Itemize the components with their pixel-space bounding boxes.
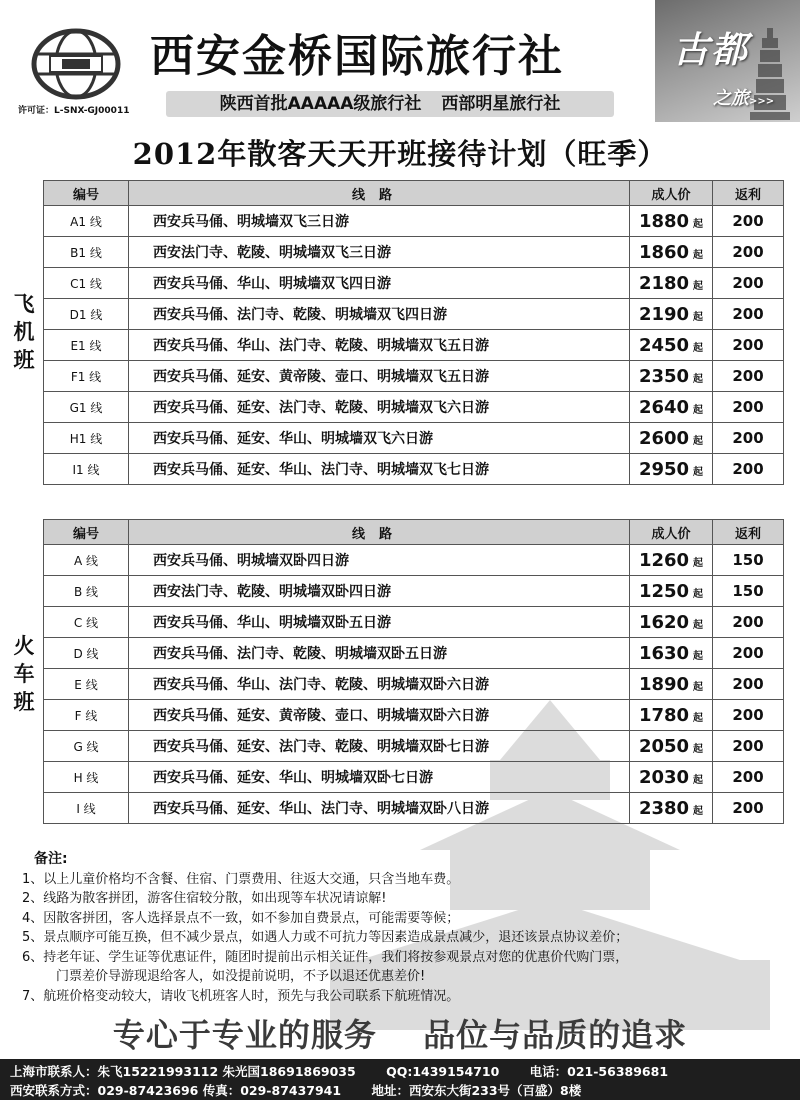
price-suffix: 起 [693, 712, 704, 724]
price-value: 2450 [638, 334, 690, 356]
price-suffix: 起 [693, 588, 704, 600]
price-suffix: 起 [693, 681, 704, 693]
footer-row-2 [10, 1081, 581, 1099]
globe-logo-icon [30, 28, 122, 100]
note-item: 1、以上儿童价格均不含餐、住宿、门票费用、往返大交通，只含当地车费。 [22, 871, 460, 887]
table-row [44, 638, 784, 669]
route-name: 西安兵马俑、延安、华山、明城墙双卧七日游 [129, 762, 630, 793]
route-name: 西安兵马俑、延安、华山、法门寺、明城墙双飞七日游 [129, 454, 630, 485]
address: 地址：西安东大街233号（百盛）8楼 [371, 1083, 582, 1098]
route-code: C 线 [44, 607, 129, 638]
col-rebate-header: 返利 [713, 181, 784, 206]
shanghai-contact: 上海市联系人：朱飞15221993112 朱光国18691869035 [10, 1064, 356, 1079]
notes-title: 备注: [34, 851, 68, 867]
route-rebate: 200 [713, 700, 784, 731]
flight-section-label [12, 290, 36, 374]
table-row [44, 454, 784, 485]
route-price [630, 793, 713, 824]
route-price [630, 762, 713, 793]
route-code: D1 线 [44, 299, 129, 330]
route-price [630, 669, 713, 700]
route-name: 西安兵马俑、明城墙双卧四日游 [129, 545, 630, 576]
price-suffix: 起 [693, 249, 704, 261]
route-name: 西安法门寺、乾陵、明城墙双卧四日游 [129, 576, 630, 607]
col-route-header: 线路 [129, 520, 630, 545]
table-row [44, 361, 784, 392]
route-name: 西安兵马俑、明城墙双飞三日游 [129, 206, 630, 237]
route-name: 西安兵马俑、延安、华山、明城墙双飞六日游 [129, 423, 630, 454]
price-suffix: 起 [693, 435, 704, 447]
price-value: 2380 [638, 797, 690, 819]
route-code: I 线 [44, 793, 129, 824]
note-item: 4、因散客拼团，客人选择景点不一致，如不参加自费景点，可能需要等候； [22, 910, 460, 926]
flight-label-char: 班 [13, 348, 35, 372]
train-table-body [44, 545, 784, 824]
price-suffix: 起 [693, 280, 704, 292]
price-suffix: 起 [693, 218, 704, 230]
price-value: 1880 [638, 210, 690, 232]
price-suffix: 起 [693, 619, 704, 631]
table-row [44, 299, 784, 330]
route-rebate: 200 [713, 793, 784, 824]
price-value: 2050 [638, 735, 690, 757]
table-row [44, 392, 784, 423]
notes-section [22, 850, 782, 1006]
train-routes-table [43, 519, 784, 824]
price-value: 1860 [638, 241, 690, 263]
table-row [44, 268, 784, 299]
price-value: 2180 [638, 272, 690, 294]
route-name: 西安兵马俑、延安、法门寺、乾陵、明城墙双卧七日游 [129, 731, 630, 762]
price-value: 1780 [638, 704, 690, 726]
train-label-char: 火 [13, 634, 35, 658]
price-value: 1630 [638, 642, 690, 664]
route-rebate: 150 [713, 576, 784, 607]
table-row [44, 669, 784, 700]
route-rebate: 200 [713, 392, 784, 423]
route-code: C1 线 [44, 268, 129, 299]
route-price [630, 237, 713, 268]
badge-subtitle-text: 之旅 [713, 88, 749, 109]
route-rebate: 200 [713, 330, 784, 361]
plan-title: 2012年散客天天开班接待计划（旺季） [132, 137, 668, 171]
price-value: 1620 [638, 611, 690, 633]
table-header-row [44, 181, 784, 206]
company-subtitle: 陕西首批AAAAA级旅行社 西部明星旅行社 [166, 91, 614, 117]
badge-arrows: >>> [749, 96, 775, 107]
table-row [44, 545, 784, 576]
table-row [44, 576, 784, 607]
route-price [630, 330, 713, 361]
table-row [44, 762, 784, 793]
col-code-header: 编号 [44, 181, 129, 206]
price-suffix: 起 [693, 743, 704, 755]
route-rebate: 200 [713, 669, 784, 700]
route-rebate: 200 [713, 361, 784, 392]
table-row [44, 607, 784, 638]
qq-number: QQ:1439154710 [386, 1064, 500, 1079]
route-code: E1 线 [44, 330, 129, 361]
col-code-header: 编号 [44, 520, 129, 545]
route-price [630, 607, 713, 638]
train-label-char: 班 [13, 690, 35, 714]
ancient-capital-badge [655, 0, 800, 122]
route-rebate: 200 [713, 731, 784, 762]
table-row [44, 731, 784, 762]
route-code: B1 线 [44, 237, 129, 268]
xian-contact: 西安联系方式：029-87423696 传真：029-87437941 [10, 1083, 342, 1098]
route-price [630, 576, 713, 607]
route-name: 西安兵马俑、华山、明城墙双卧五日游 [129, 607, 630, 638]
route-name: 西安兵马俑、华山、明城墙双飞四日游 [129, 268, 630, 299]
price-value: 1260 [638, 549, 690, 571]
price-value: 2190 [638, 303, 690, 325]
route-rebate: 150 [713, 545, 784, 576]
route-price [630, 299, 713, 330]
route-price [630, 638, 713, 669]
route-code: F1 线 [44, 361, 129, 392]
table-header-row [44, 520, 784, 545]
route-code: E 线 [44, 669, 129, 700]
route-price [630, 700, 713, 731]
route-code: A 线 [44, 545, 129, 576]
route-name: 西安兵马俑、华山、法门寺、乾陵、明城墙双卧六日游 [129, 669, 630, 700]
col-price-header: 成人价 [630, 520, 713, 545]
route-rebate: 200 [713, 638, 784, 669]
route-price [630, 392, 713, 423]
price-suffix: 起 [693, 373, 704, 385]
price-suffix: 起 [693, 404, 704, 416]
route-rebate: 200 [713, 237, 784, 268]
price-suffix: 起 [693, 774, 704, 786]
flight-label-char: 机 [13, 320, 35, 344]
table-row [44, 700, 784, 731]
table-row [44, 793, 784, 824]
note-item: 7、航班价格变动较大，请收飞机班客人时，预先与我公司联系下航班情况。 [22, 988, 460, 1004]
price-value: 1250 [638, 580, 690, 602]
route-code: H 线 [44, 762, 129, 793]
slogan: 专心于专业的服务 品位与品质的追求 [112, 1016, 688, 1054]
note-item: 5、景点顺序可能互换，但不减少景点，如遇人力或不可抗力等因素造成景点减少，退还该景点协议差价； [22, 930, 629, 945]
route-name: 西安兵马俑、延安、黄帝陵、壶口、明城墙双卧六日游 [129, 700, 630, 731]
route-code: H1 线 [44, 423, 129, 454]
table-row [44, 237, 784, 268]
route-name: 西安兵马俑、法门寺、乾陵、明城墙双卧五日游 [129, 638, 630, 669]
route-name: 西安兵马俑、法门寺、乾陵、明城墙双飞四日游 [129, 299, 630, 330]
route-name: 西安兵马俑、延安、法门寺、乾陵、明城墙双飞六日游 [129, 392, 630, 423]
route-name: 西安兵马俑、延安、黄帝陵、壶口、明城墙双飞五日游 [129, 361, 630, 392]
footer-row-1 [10, 1062, 668, 1080]
train-section-label [12, 632, 36, 716]
price-value: 2640 [638, 396, 690, 418]
route-rebate: 200 [713, 423, 784, 454]
table-row [44, 206, 784, 237]
col-price-header: 成人价 [630, 181, 713, 206]
route-rebate: 200 [713, 268, 784, 299]
route-code: B 线 [44, 576, 129, 607]
route-code: I1 线 [44, 454, 129, 485]
route-price [630, 423, 713, 454]
route-price [630, 361, 713, 392]
price-suffix: 起 [693, 805, 704, 817]
route-code: D 线 [44, 638, 129, 669]
route-rebate: 200 [713, 607, 784, 638]
train-label-char: 车 [13, 662, 35, 686]
price-suffix: 起 [693, 466, 704, 478]
route-name: 西安兵马俑、华山、法门寺、乾陵、明城墙双飞五日游 [129, 330, 630, 361]
route-rebate: 200 [713, 762, 784, 793]
route-price [630, 454, 713, 485]
route-name: 西安法门寺、乾陵、明城墙双飞三日游 [129, 237, 630, 268]
price-suffix: 起 [693, 311, 704, 323]
route-rebate: 200 [713, 299, 784, 330]
price-suffix: 起 [693, 557, 704, 569]
note-item: 6、持老年证、学生证等优惠证件，随团时提前出示相关证件，我们将按参观景点对您的优惠价代购门票， [22, 949, 629, 965]
badge-subtitle [713, 84, 774, 110]
flight-table-body [44, 206, 784, 485]
license-number: 许可证：L-SNX-GJ00011 [18, 106, 130, 116]
price-value: 2950 [638, 458, 690, 480]
price-suffix: 起 [693, 342, 704, 354]
table-row [44, 423, 784, 454]
company-name: 西安金桥国际旅行社 [150, 31, 564, 82]
col-rebate-header: 返利 [713, 520, 784, 545]
route-price [630, 206, 713, 237]
note-item: 2、线路为散客拼团，游客住宿较分散，如出现等车状况请谅解! [22, 891, 387, 906]
price-value: 1890 [638, 673, 690, 695]
col-route-header: 线路 [129, 181, 630, 206]
route-name: 西安兵马俑、延安、华山、法门寺、明城墙双卧八日游 [129, 793, 630, 824]
contact-footer [0, 1059, 800, 1100]
flight-label-char: 飞 [13, 292, 35, 316]
table-row [44, 330, 784, 361]
route-price [630, 731, 713, 762]
badge-title: 古都 [673, 29, 750, 71]
price-value: 2600 [638, 427, 690, 449]
price-value: 2030 [638, 766, 690, 788]
route-code: A1 线 [44, 206, 129, 237]
note-item: 门票差价导游现退给客人，如没提前说明，不予以退还优惠差价! [56, 969, 426, 984]
route-code: G1 线 [44, 392, 129, 423]
route-code: G 线 [44, 731, 129, 762]
route-code: F 线 [44, 700, 129, 731]
route-rebate: 200 [713, 454, 784, 485]
price-suffix: 起 [693, 650, 704, 662]
price-value: 2350 [638, 365, 690, 387]
route-price [630, 268, 713, 299]
phone-number: 电话：021-56389681 [529, 1064, 669, 1079]
route-price [630, 545, 713, 576]
route-rebate: 200 [713, 206, 784, 237]
flight-routes-table [43, 180, 784, 485]
